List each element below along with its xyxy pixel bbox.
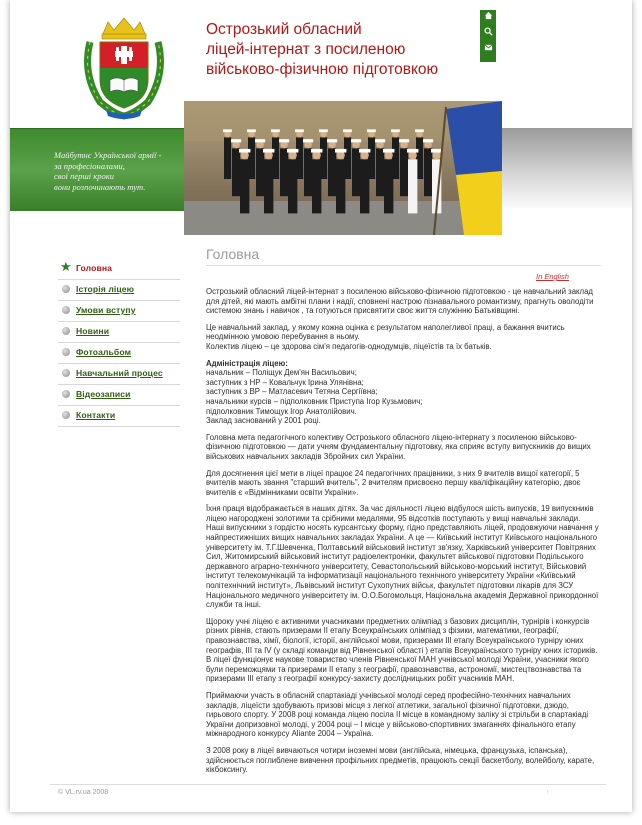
nav-item-photo-album[interactable] (58, 344, 180, 364)
paragraph: Їхня праця відображається в наших дітях. За час діяльності ліцею відбулося шість випусків, 19 випускників ліцею нагороджені золотими та срібними медалями, 95 відсотків поступають у вищі навчальні заклади. Наші випускники з гордістю носять курсантську форму, гідно представляють ліцей, продовжуючи навчання у найпрестижніших вищих навчальних закладах України. А це — Київський інститут Київського національного університету ім. Т.Г.Шевченка, Полтавський військовий інститут зв'язку, Харківський університет Повітряних Сил, Житомирський військовий інститут радіоелектроніки, факультет військової підготовки Подільського державного аграрно-технічного університету, Севастопольський військово-морський інститут, Військовий інститут телекомунікацій та інформатизації національного технічного університету України «Київський політехнічний інститут», Львівський інститут Сухопутних військ, факультет підготовки лікарів для ЗСУ Національного медичного університету ім. О.О.Богомольця, Національна академія Державної прикордонної служби та інші. (206, 504, 599, 610)
bullet-icon (62, 327, 70, 335)
nav-item-admission[interactable] (58, 302, 180, 322)
cadets-parade-photo (184, 101, 502, 235)
administration-line: підполковник Тимощук Ігор Анатолійович. (206, 406, 357, 416)
page-frame (10, 0, 632, 812)
nav-item-label: Історія ліцею (76, 284, 135, 294)
nav-item-label: Фотоальбом (76, 347, 132, 357)
paragraph: З 2008 року в ліцеї вивчаються чотири іноземні мови (англійська, німецька, французька, іспанська), здійснюється поглиблене вивчення профільних предметів, працюють секції баскетболу, волейболу, карате, кікбоксингу. (206, 745, 595, 775)
slogan-line: за професіоналами, (54, 160, 125, 171)
site-title-line: військово-фізичною підготовкою (206, 61, 439, 78)
english-version-link[interactable]: In English (536, 272, 569, 281)
nav-item-education[interactable] (58, 365, 180, 385)
administration-line: начальники курсів – підполковник Приступа Ігор Кузьмович; (206, 396, 423, 406)
nav-item-history[interactable] (58, 281, 180, 301)
slogan-line: Майбутнє Української армії - (54, 150, 162, 160)
nav-item-label: Новини (76, 326, 110, 336)
back-to-top-link[interactable]: ↑ (546, 789, 550, 796)
nav-item-label: Відеозаписи (76, 389, 131, 399)
intro-paragraph: Острозький обласний ліцей-інтернат з посиленою військово-фізичною підготовкою - це навчальний заклад для дітей, які мають амбітні плани і надії, сповнені настрою пізнавального романтизму, прагнуть оволодіти системою знань і навичок , та готуються присвятити своє життя служінню Батьківщині. (206, 287, 594, 316)
paragraph: Приймаючи участь в обласній спартакіаді учнівської молоді серед професійно-технічних навчальних закладів, ліцеїсти здобувають призові місця з легкої атлетики, загальної фізичної підготовки, дзюдо, гирьового спорту. У 2008 році команда ліцею посіла ІІ місце в командному заліку зі стрільби в спартакіаді України допризовної молоді, у 2004 році – І місце у військово-спортивних змаганнях фінального етапу міжнародного конкурсу Aliante 2004 – Україна. (206, 690, 589, 739)
nav-item-label: Навчальний процес (76, 368, 163, 378)
bullet-icon (62, 411, 70, 419)
main-content (206, 287, 599, 782)
nav-item-videos[interactable] (58, 386, 180, 406)
slogan-line: свої перші кроки (54, 171, 114, 181)
administration-line: заступник з НР – Ковальчук Ірина Улянівна; (206, 377, 364, 387)
administration-block (206, 359, 599, 426)
heading-divider (206, 265, 601, 266)
search-icon[interactable] (480, 26, 496, 42)
bullet-icon (62, 369, 70, 377)
site-title-line: Острозький обласний (206, 21, 362, 38)
site-title (206, 20, 496, 80)
administration-title: Адміністрація ліцею: (206, 358, 288, 368)
paragraph: Щороку учні ліцею є активними учасниками предметних олімпіад з базових дисциплін, турнірів і конкурсів різних рівнів, стають призерами ІІ етапу Всеукраїнських олімпіад з фізики, математики, географії, правознавства, хімії, біології, історії, англійської мови, призерами ІІІ етапу Всеукраїнського турніру юних географів, ІІІ та IV (у складі команди від Рівненської області ) етапів Всеукраїнського турніру юних істориків. В ліцеї функціонує наукове товариство членів Рівненської МАН учнівської молоді України, учасники якого були переможцями та призерами ІІ етапу з географії, правознавства, астрономії, мистецтвознавства та призерами ІІІ етапу з географії конкурсу-захисту дослідницьких робіт учасників МАН. (206, 616, 598, 684)
star-icon: ★ (60, 259, 72, 274)
bullet-icon (62, 348, 70, 356)
administration-line: Заклад заснований у 2001 році. (206, 416, 321, 426)
nav-item-contacts[interactable] (58, 407, 180, 427)
page-heading: Головна (206, 246, 260, 262)
bullet-icon (62, 390, 70, 398)
footer-divider (50, 784, 606, 785)
slogan-line: вони розпочинають тут. (54, 181, 146, 192)
nav-item-news[interactable] (58, 323, 180, 343)
paragraph: Колектив ліцею – це здорова сім'я педагогів-однодумців, ліцеїстів та їх батьків. (206, 341, 492, 351)
paragraph: Для досягнення цієї мети в ліцеї працює 24 педагогічних працівники, з них 9 вчителів вищої категорії, 5 вчителів мають звання "старший вчитель", 2 вчителям присвоєно першу кваліфікаційну категорію, двоє вчителів є «Відмінниками освіти України». (206, 468, 581, 497)
administration-line: начальник – Поліщук Дем'ян Васильович; (206, 368, 357, 378)
copyright-text: © VL.rv.ua 2008 (58, 789, 109, 796)
coat-of-arms-logo (80, 14, 168, 120)
banner-slogan (54, 150, 204, 192)
nav-item-home[interactable] (58, 260, 180, 280)
quick-links-bar (480, 10, 496, 62)
paragraph: Головна мета педагогічного колективу Острозького обласного ліцею-інтернату з посиленою військово-фізичною підготовкою — дати учням фундаментальну підготовку, яка сприяє вступу випускників до вищих військових навчальних закладів Збройних сил України. (206, 432, 591, 461)
bullet-icon (62, 285, 70, 293)
bullet-icon (62, 306, 70, 314)
nav-item-label: Умови вступу (76, 305, 136, 315)
main-navigation (58, 260, 180, 428)
site-title-line: ліцей-інтернат з посиленою (206, 41, 406, 58)
paragraph: Це навчальний заклад, у якому кожна оцінка є результатом наполегливої праці, а бажання вчитись неодмінною умовою перебування в ньому. (206, 322, 565, 342)
nav-item-label: Контакти (76, 410, 116, 420)
mail-icon[interactable] (480, 42, 496, 58)
home-icon[interactable] (480, 10, 496, 26)
administration-line: заступник з ВР – Матласевич Тетяна Сергіївна; (206, 387, 378, 397)
nav-item-label: Головна (76, 263, 113, 273)
